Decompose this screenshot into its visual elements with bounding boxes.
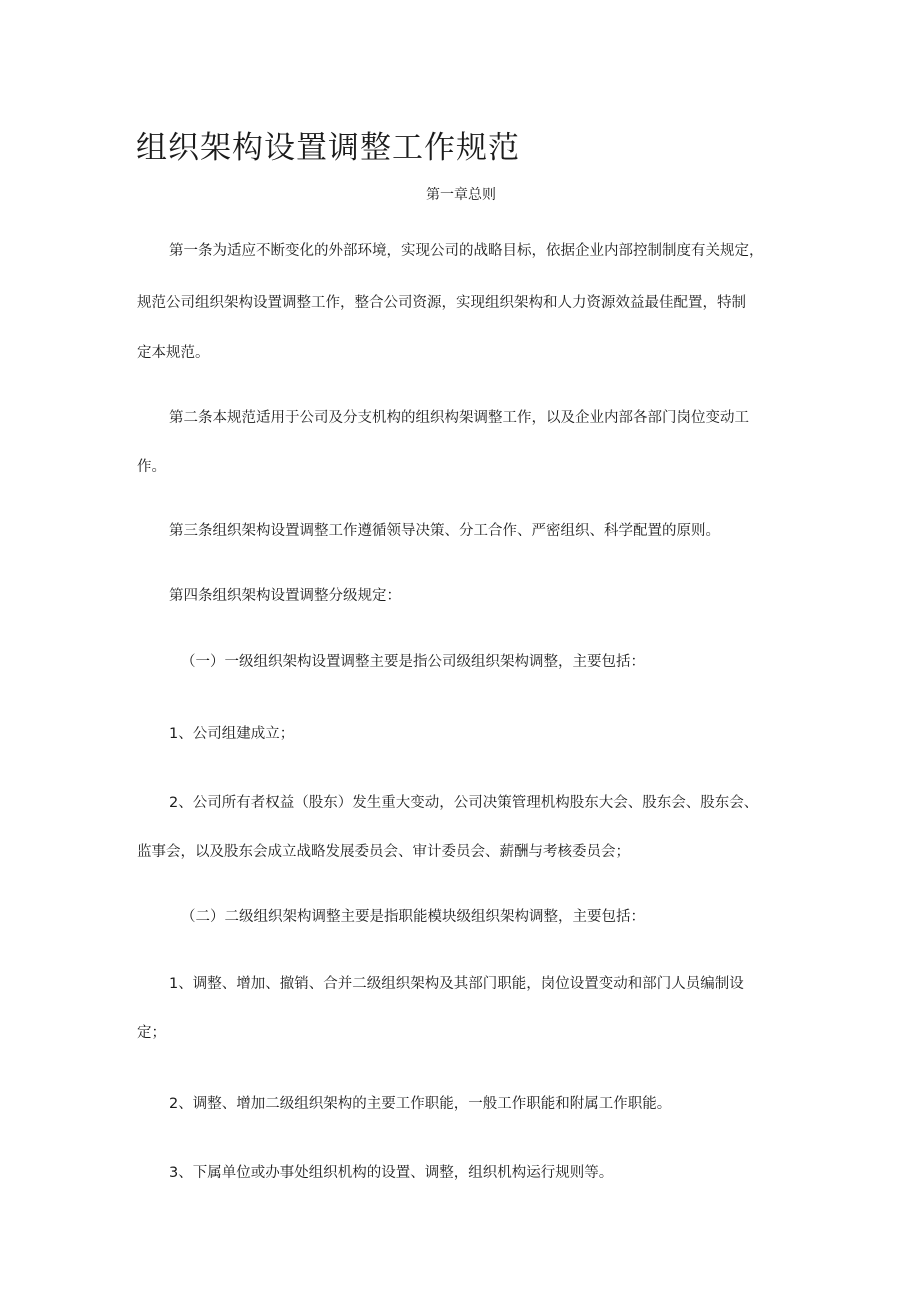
section-1-item-1: 1、公司组建成立； bbox=[169, 726, 295, 742]
section-2-heading: （二）二级组织架构调整主要是指职能模块级组织架构调整，主要包括： bbox=[181, 909, 645, 925]
section-2-item-1-line-2: 定； bbox=[137, 1025, 166, 1041]
document-title: 组织架构设置调整工作规范 bbox=[136, 130, 520, 166]
section-2-item-1-line-1: 1、调整、增加、撤销、合并二级组织架构及其部门职能，岗位设置变动和部门人员编制设 bbox=[169, 976, 744, 992]
article-4-line-1: 第四条组织架构设置调整分级规定： bbox=[169, 588, 401, 604]
section-2-item-3: 3、下属单位或办事处组织机构的设置、调整，组织机构运行规则等。 bbox=[169, 1165, 614, 1181]
section-1-heading: （一）一级组织架构设置调整主要是指公司级组织架构调整，主要包括： bbox=[181, 654, 645, 670]
article-1-line-2: 规范公司组织架构设置调整工作，整合公司资源，实现组织架构和人力资源效益最佳配置，特制 bbox=[137, 295, 746, 311]
chapter-heading: 第一章总则 bbox=[426, 187, 496, 203]
section-2-item-2: 2、调整、增加二级组织架构的主要工作职能，一般工作职能和附属工作职能。 bbox=[169, 1096, 672, 1112]
article-1-line-3: 定本规范。 bbox=[137, 345, 210, 361]
article-2-line-2: 作。 bbox=[137, 459, 166, 475]
article-2-line-1: 第二条本规范适用于公司及分支机构的组织构架调整工作，以及企业内部各部门岗位变动工 bbox=[169, 410, 749, 426]
article-3-line-1: 第三条组织架构设置调整工作遵循领导决策、分工合作、严密组织、科学配置的原则。 bbox=[169, 523, 720, 539]
article-1-line-1: 第一条为适应不断变化的外部环境，实现公司的战略目标，依据企业内部控制制度有关规定， bbox=[169, 243, 764, 259]
section-1-item-2-line-2: 监事会，以及股东会成立战略发展委员会、审计委员会、薪酬与考核委员会； bbox=[137, 844, 630, 860]
section-1-item-2-line-1: 2、公司所有者权益（股东）发生重大变动，公司决策管理机构股东大会、股东会、股东会、 bbox=[169, 795, 759, 811]
